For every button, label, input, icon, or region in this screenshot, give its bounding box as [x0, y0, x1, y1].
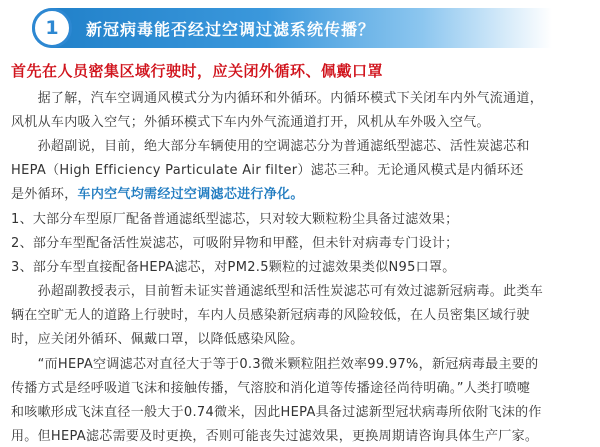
paragraph-text: 是外循环，: [11, 187, 78, 202]
section-number: 1: [45, 17, 59, 39]
paragraph-line: 据了解，汽车空调通风模式分为内循环和外循环。内循环模式下关闭车内外气流通道，: [11, 91, 544, 106]
paragraph-line: 传播方式是经呼吸道飞沫和接触传播，气溶胶和消化道等传播途径尚待明确。”人类打喷嚏: [11, 381, 531, 396]
paragraph-line: [11, 183, 304, 202]
paragraph-line: 和咳嗽形成飞沫直径一般大于0.74微米，因此HEPA具备过滤新型冠状病毒所依附飞沫的作: [11, 405, 542, 420]
paragraph-line: 孙超副教授表示，目前暂未证实普通滤纸型和活性炭滤芯可有效过滤新冠病毒。此类车: [11, 284, 544, 299]
section-title: 新冠病毒能否经过空调过滤系统传播？: [86, 20, 376, 39]
paragraph-line: 用。但HEPA滤芯需要及时更换，否则可能丧失过滤效果，更换周期请咨询具体生产厂家。: [11, 429, 539, 444]
list-item: 3、部分车型直接配备HEPA滤芯，对PM2.5颗粒的过滤效果类似N95口罩。: [11, 260, 456, 275]
highlighted-text: 车内空气均需经过空调滤芯进行净化。: [77, 187, 304, 202]
section-number-badge: [32, 8, 72, 48]
paragraph-line: HEPA（High Efficiency Particulate Air filter）滤芯三种。无论通风模式是内循环还: [11, 163, 524, 178]
paragraph-line: 风机从车内吸入空气；外循环模式下车内外气流通道打开，风机从车外吸入空气。: [11, 115, 490, 130]
paragraph-line: 孙超副说，目前，绝大部分车辆使用的空调滤芯分为普通滤纸型滤芯、活性炭滤芯和: [11, 139, 530, 154]
list-item: 2、部分车型配备活性炭滤芯，可吸附异物和甲醛，但未针对病毒专门设计；: [11, 236, 459, 251]
paragraph-line: 时，应关闭外循环、佩戴口罩，以降低感染风险。: [11, 332, 304, 347]
article-subheading: 首先在人员密集区域行驶时，应关闭外循环、佩戴口罩: [11, 62, 384, 80]
list-item: 1、大部分车型原厂配备普通滤纸型滤芯，只对较大颗粒粉尘具备过滤效果；: [11, 212, 459, 227]
paragraph-line: “而HEPA空调滤芯对直径大于等于0.3微米颗粒阻拦效率99.97%，新冠病毒最主要的: [11, 357, 539, 372]
paragraph-line: 辆在空旷无人的道路上行驶时，车内人员感染新冠病毒的风险较低，在人员密集区域行驶: [11, 308, 530, 323]
